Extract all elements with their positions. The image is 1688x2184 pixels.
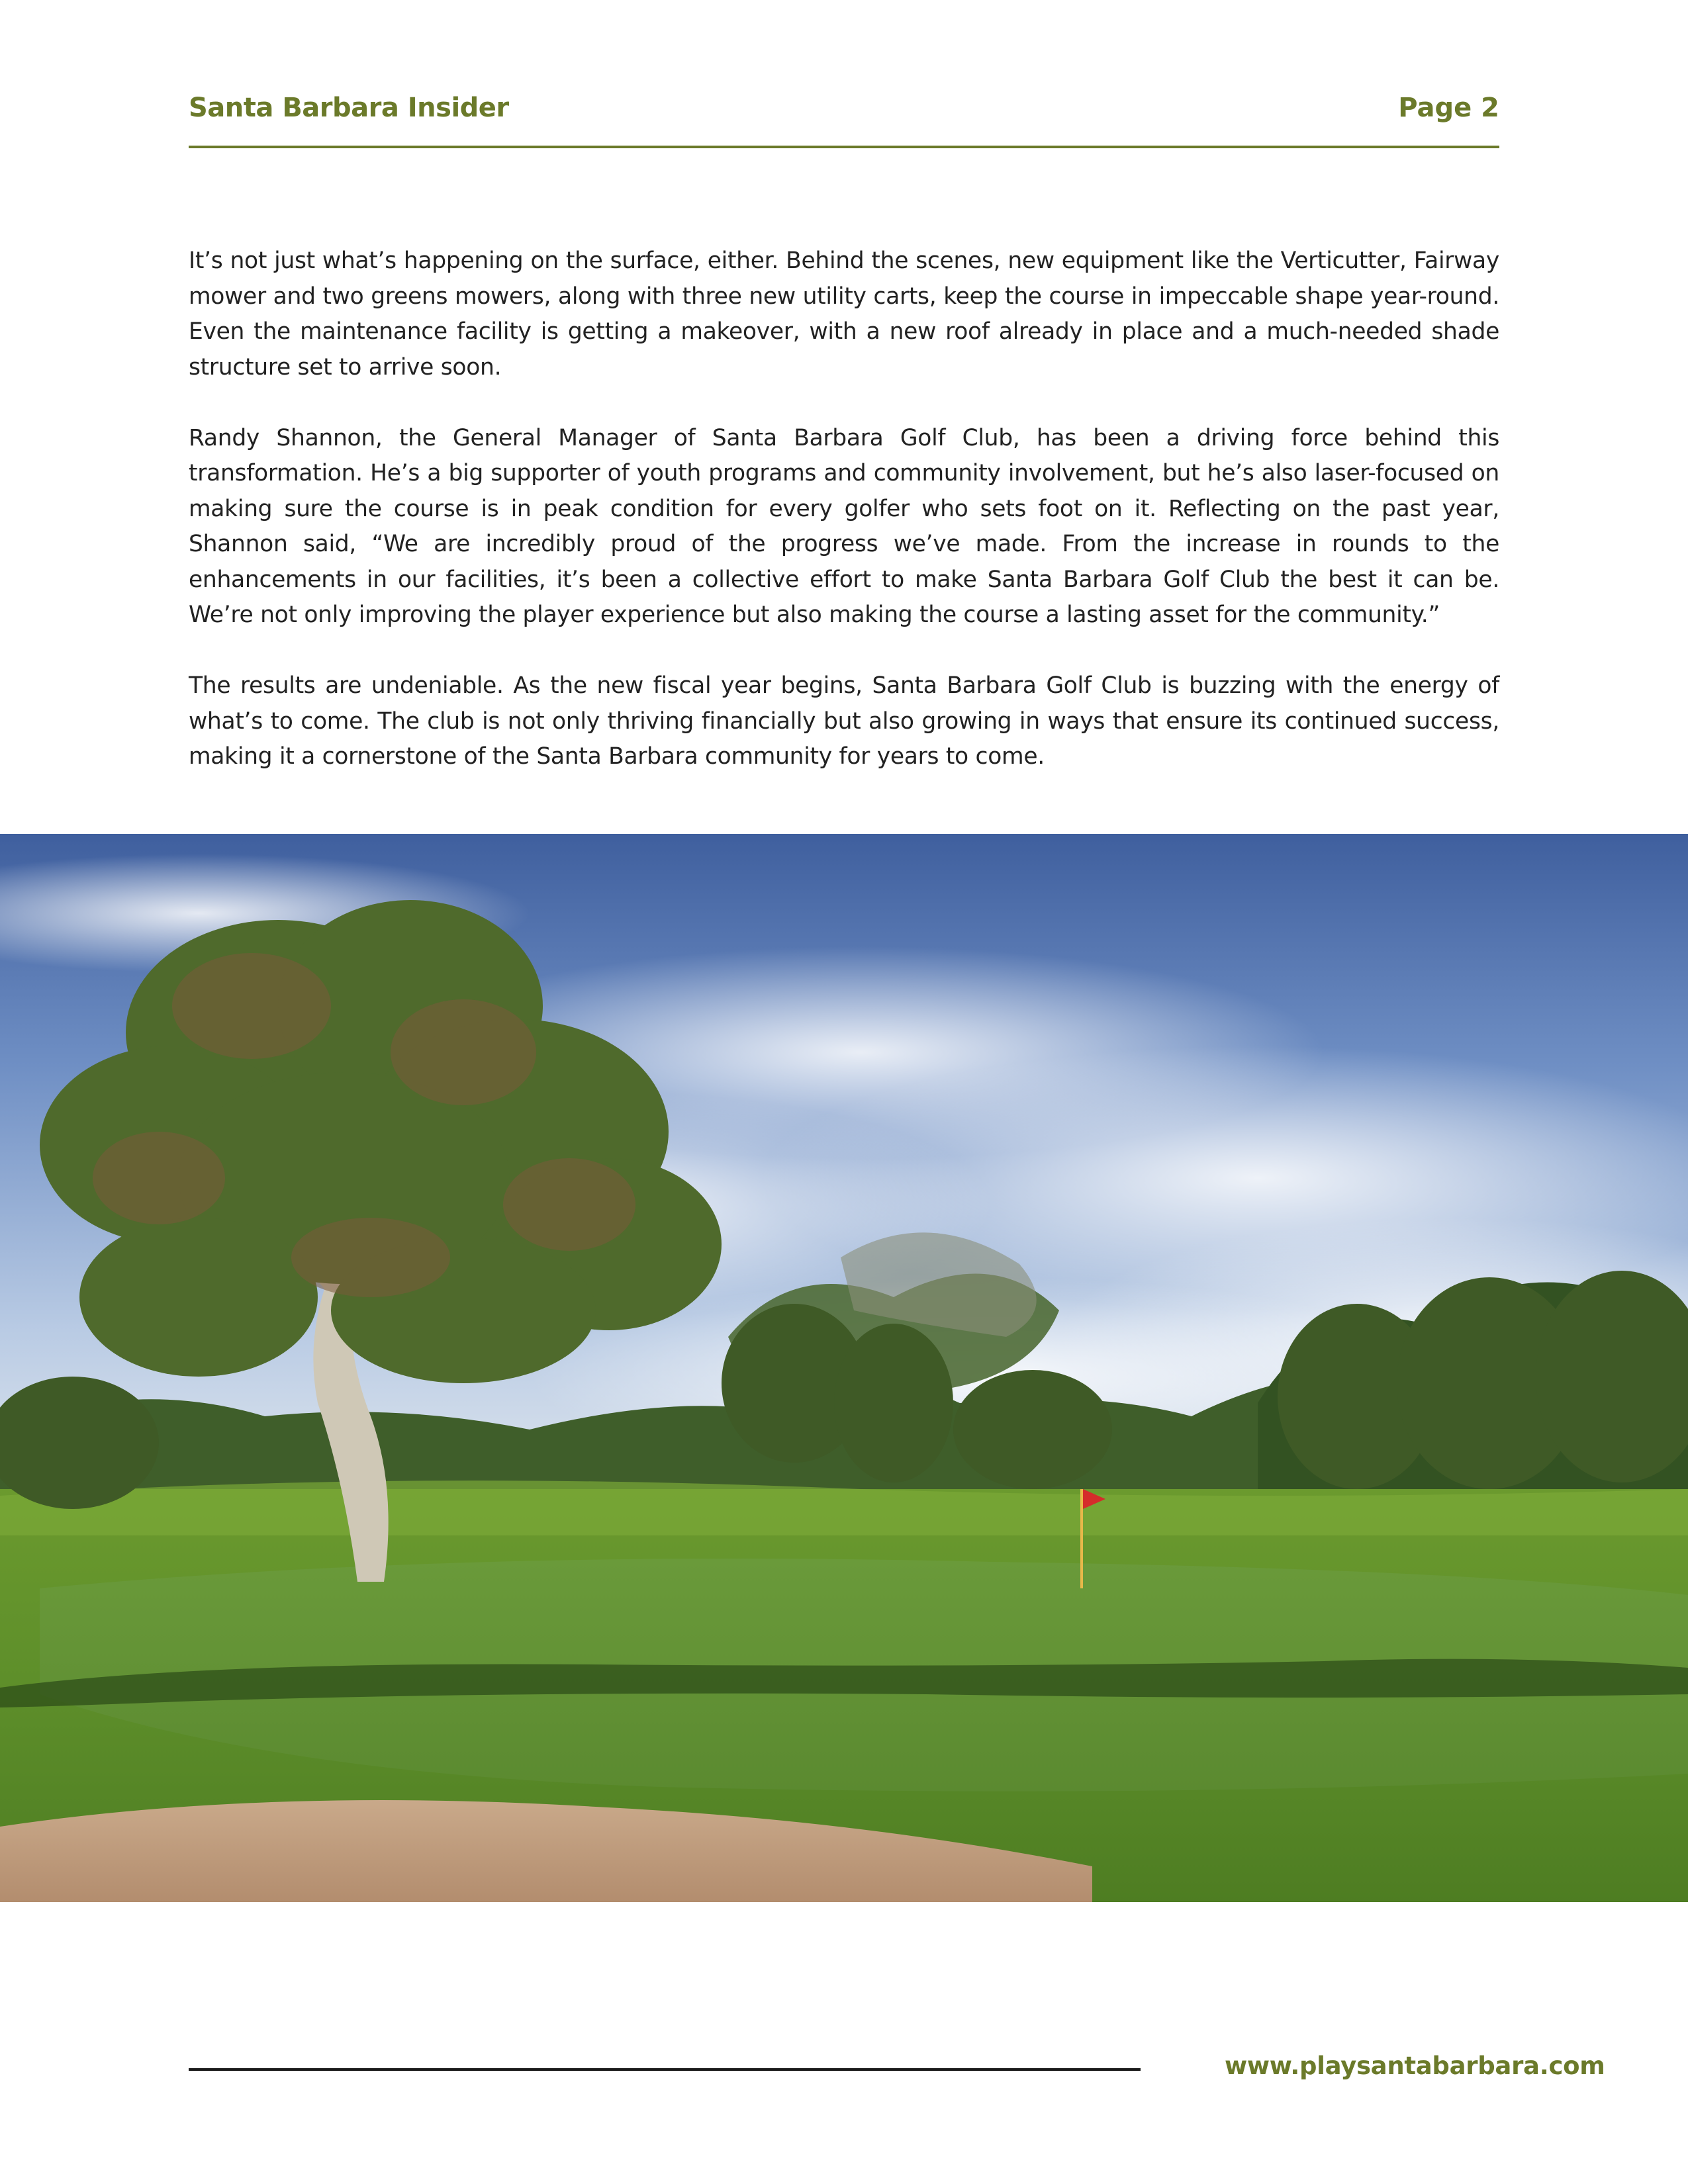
header-divider xyxy=(189,146,1499,148)
article-paragraph: The results are undeniable. As the new fiscal year begins, Santa Barbara Golf Club is buzzing with the energy of what’s to come. The club is not only thriving financially but also growing in ways that ensure its continued success, making it a cornerstone of the Santa Barbara community for years to come. xyxy=(189,672,1499,770)
footer-divider xyxy=(189,2068,1141,2071)
publication-title: Santa Barbara Insider xyxy=(189,93,509,123)
article-body xyxy=(189,244,1499,810)
golf-course-photo xyxy=(0,834,1688,1902)
website-link[interactable]: www.playsantabarbara.com xyxy=(1225,2052,1605,2080)
article-paragraph: Randy Shannon, the General Manager of Santa Barbara Golf Club, has been a driving force behind this transformation. He’s a big supporter of youth programs and community involvement, but he’s also laser-focused on making sure the course is in peak condition for every golfer who sets foot on it. Reflecting on the past year, Shannon said, “We are incredibly proud of the progress we’ve made. From the increase in rounds to the enhancements in our facilities, it’s been a collective effort to make Santa Barbara Golf Club the best it can be. We’re not only improving the player experience but also making the course a lasting asset for the community.” xyxy=(189,424,1499,628)
article-paragraph: It’s not just what’s happening on the surface, either. Behind the scenes, new equipment like the Verticutter, Fairway mower and two greens mowers, along with three new utility carts, keep the course in impeccable shape year-round. Even the maintenance facility is getting a makeover, with a new roof already in place and a much-needed shade structure set to arrive soon. xyxy=(189,248,1499,381)
page-header xyxy=(189,93,1499,148)
page-number: Page 2 xyxy=(1398,93,1499,123)
